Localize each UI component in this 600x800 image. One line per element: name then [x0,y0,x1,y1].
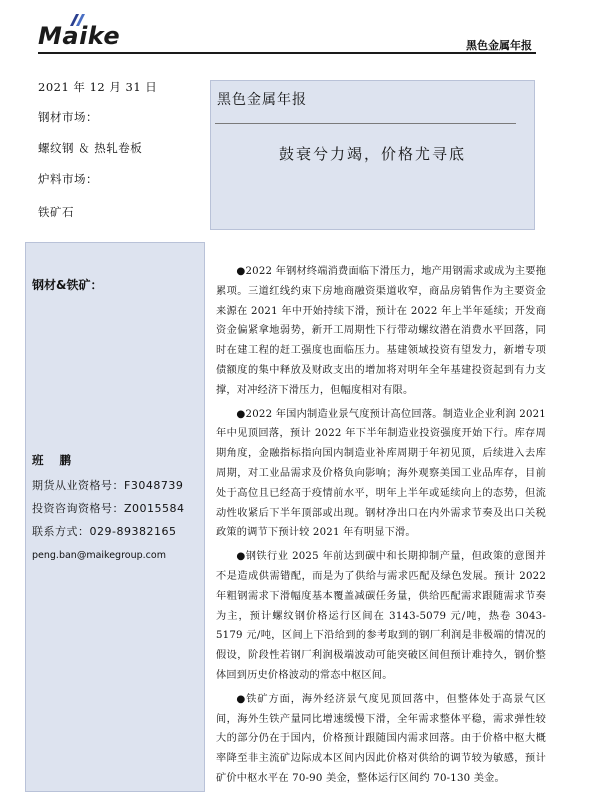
paragraph-demand: ●2022 年钢材终端消费面临下滑压力，地产用钢需求或成为主要拖累项。三道红线约束下房地商融资渠道收窄，商品房销售作为主要资金来源在 2021 年中开始持续下滑，预计在 2022 年上半年延续；开发商资金偏紧拿地弱势，新开工周期性下行带动螺纹潜在消费水平回落，同时在建工程的赶工强度也面临压力。基建领域投资有望发力，新增专项债额度的集中释放及财政支出的增加将对明年全年基建投资起到有力支撑，对冲经济下滑压力，但幅度相对有限。 [216,266,546,396]
meta-steel-market: 钢材市场： [38,110,98,124]
header-title: 黑色金属年报 [466,39,532,52]
header-divider [38,52,536,54]
paragraph-steel-price: ●钢铁行业 2025 年前达到碳中和长期抑制产量，但政策的意图并不是造成供需错配，而是为了供给与需求匹配及绿色发展。预计 2022 年粗钢需求下滑幅度基本覆盖减碳任务量，供给匹配需求跟随需求节奏为主，预计螺纹钢价格运行区间在 3143-5079 元/吨，热卷 3043-5179 元/吨，区间上下沿给到的参考取到的钢厂利润是非极端的情况的假设，阶段性若钢厂利润极端波动可能突破区间但预计难持久，钢价整体回到历史价格波动的常态中枢区间。 [216,551,546,681]
report-date: 2021 年 12 月 31 日 [38,80,158,94]
report-type: 黑色金属年报 [217,92,307,108]
contact-phone: 联系方式：029-89382165 [32,525,177,538]
paragraph-manufacturing: ●2022 年国内制造业景气度预计高位回落。制造业企业利润 2021 年中见顶回落，预计 2022 年下半年制造业投资强度开始下行。库存周期角度，金融指标指向国内制造业补库周期于年初见顶，后续进入去库周期，对工业品需求及价格负向影响；海外观察美国工业品库存，目前处于高位且已经高于疫情前水平，明年上半年或延续向上的态势，但流动性收紧后下半年顶部或出现。钢材净出口在内外需求节奏及出口关税政策的调节下预计较 2021 年有明显下滑。 [216,408,546,539]
futures-license: 期货从业资格号：F3048739 [32,479,184,492]
advisory-license: 投资咨询资格号：Z0015584 [32,502,185,515]
title-divider [215,123,516,124]
analyst-name: 班 鹏 [32,453,78,467]
sidebar-heading: 钢材&铁矿： [32,278,103,292]
meta-iron-ore: 铁矿石 [38,205,74,219]
logo-text: Maike [38,22,121,50]
meta-raw-material-market: 炉料市场： [38,172,98,186]
report-title: 鼓衰兮力竭，价格尤寻底 [278,145,466,163]
meta-steel-products: 螺纹钢 ＆ 热轧卷板 [38,141,143,155]
title-box [210,80,535,230]
maike-logo [38,12,138,52]
paragraph-iron-ore: ●铁矿方面，海外经济景气度见顶回落中，但整体处于高景气区间，海外生铁产量同比增速缓慢下滑，全年需求整体平稳，需求弹性较大的部分仍在于国内，价格预计跟随国内需求回落。由于价格中枢大概率降至非主流矿边际成本区间内因此价格对供给的调节较为敏感，预计矿价中枢水平在 70-90 美金，整体运行区间约 70-130 美金。 [216,693,546,784]
report-body [216,262,546,793]
analyst-sidebar [25,242,205,792]
analyst-email: peng.ban@maikegroup.com [32,550,166,561]
